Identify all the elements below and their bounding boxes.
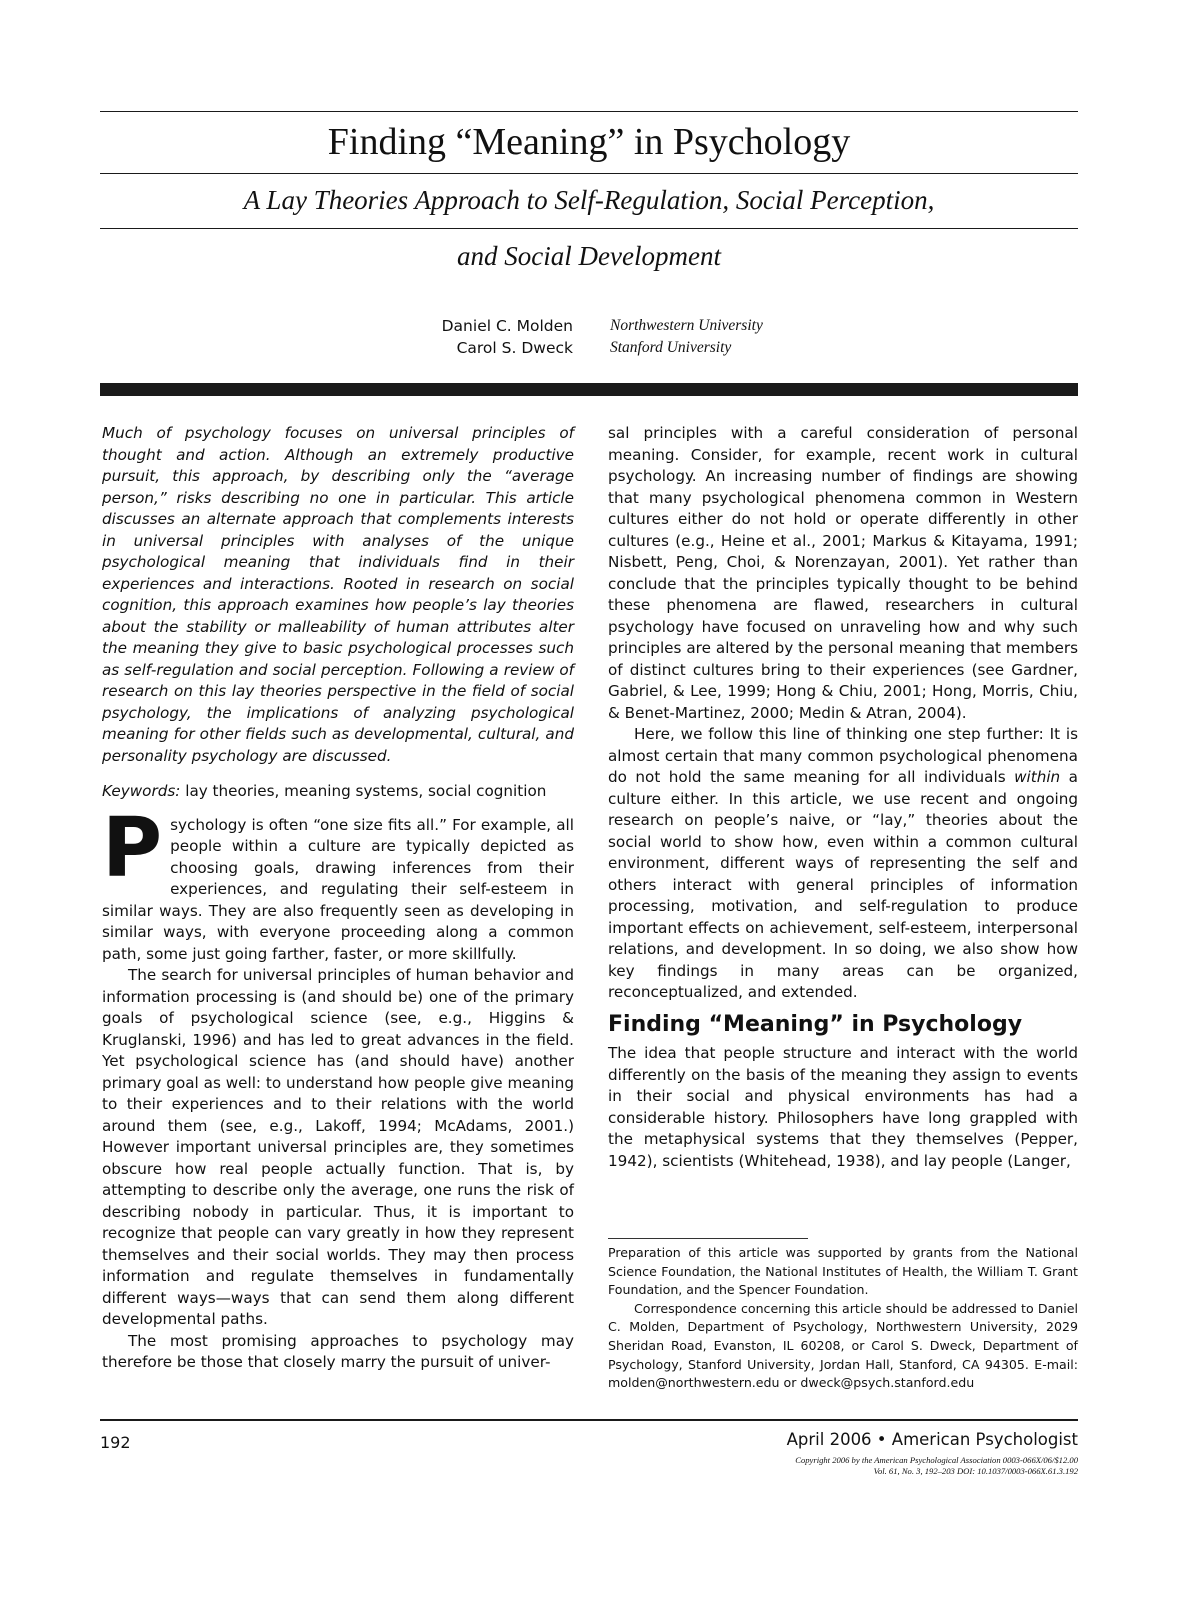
article-subtitle-line2: and Social Development bbox=[457, 241, 721, 271]
body-paragraph: The idea that people structure and interact with the world differently on the basis of the meaning they assign to events in their social and physical environments has had a considerable history. Philosophers have long grappled with the metaphysical systems that they themselves (Pepper, 1942), scientists (Whitehead, 1938), and lay people (Langer, bbox=[608, 1044, 1078, 1170]
keywords bbox=[102, 781, 574, 803]
footnote-correspondence: Correspondence concerning this article should be addressed to Daniel C. Molden, Department of Psychology, Northwestern University, 2029 Sheridan Road, Evanston, IL 60208, or Carol S. Dweck, Department of Psychology, Stanford University, Jordan Hall, Stanford, CA 94305. E-mail: molden@northwestern.edu or dweck@psych.stanford.edu bbox=[608, 1300, 1078, 1391]
footnotes bbox=[608, 1244, 1078, 1393]
body-paragraph-text: a culture either. In this article, we use recent and ongoing research on people’s naive, or “lay,” theories about the social world to show how, even within a common cultural environment, different ways of representing the self and others interact with general principles of information processing, motivation, and self-regulation to produce important effects on achievement, self-esteem, interpersonal relations, and development. In so doing, we also show how key findings in many areas can be organized, reconceptualized, and extended. bbox=[608, 768, 1078, 1001]
body-paragraph: The most promising approaches to psychology may therefore be those that closely marry the pursuit of univer- bbox=[102, 1331, 574, 1371]
left-column bbox=[102, 423, 574, 1374]
footer-rule bbox=[100, 1419, 1078, 1421]
copyright-line: Copyright 2006 by the American Psychological Association 0003-066X/06/$12.00 bbox=[795, 1455, 1078, 1465]
author-affiliation: Stanford University bbox=[610, 339, 732, 356]
author-name: Carol S. Dweck bbox=[456, 339, 573, 357]
emphasis: within bbox=[1014, 768, 1061, 786]
abstract: Much of psychology focuses on universal principles of thought and action. Although an extremely productive pursuit, this approach, by describing only the “average person,” risks describing no one in particular. This article discusses an alternate approach that complements interests in universal principles with analyses of the unique psychological meaning that individuals find in their experiences and interactions. Rooted in research on social cognition, this approach examines how people’s lay theories about the stability or malleability of human attributes alter the meaning they give to basic psychological processes such as self-regulation and social perception. Following a review of research on this lay theories perspective in the field of social psychology, the implications of analyzing psychological meaning for other fields such as developmental, cultural, and personality psychology are discussed. bbox=[102, 424, 574, 765]
body-paragraph bbox=[102, 800, 574, 966]
page-number: 192 bbox=[100, 1433, 131, 1452]
keywords-label: Keywords: bbox=[102, 782, 181, 800]
article-subtitle-line1: A Lay Theories Approach to Self-Regulation, Social Perception, bbox=[243, 185, 935, 215]
body-paragraph: The search for universal principles of human behavior and information processing is (and should be) one of the primary goals of psychological science (see, e.g., Higgins & Kruglanski, 1996) and has led to great advances in the field. Yet psychological science has (and should have) another primary goal as well: to understand how people give meaning to their experiences and to their relations with the world around them (see, e.g., Lakoff, 1994; McAdams, 2001.) However important universal principles are, they sometimes obscure how real people actually function. That is, by attempting to describe only the average, one runs the risk of describing nobody in particular. Thus, it is important to recognize that people can vary greatly in how they represent themselves and their social worlds. They may then process information and regulate themselves in fundamentally different ways—ways that can send them along different developmental paths. bbox=[102, 966, 574, 1328]
right-column bbox=[608, 423, 1078, 1172]
title-rule bbox=[100, 173, 1078, 174]
top-rule bbox=[100, 111, 1078, 112]
body-paragraph-text: sychology is often “one size fits all.” For example, all people within a culture are typically depicted as choosing goals, drawing inferences from their experiences, and regulating their self-esteem in similar ways. They are also frequently seen as developing in similar ways, with everyone proceeding along a common path, some just going farther, faster, or more skillfully. bbox=[102, 815, 574, 963]
footnote-rule bbox=[608, 1238, 808, 1239]
article-title: Finding “Meaning” in Psychology bbox=[327, 121, 851, 163]
subtitle-rule bbox=[100, 228, 1078, 229]
copyright bbox=[795, 1455, 1078, 1477]
author-affiliation: Northwestern University bbox=[610, 317, 763, 334]
keywords-text: lay theories, meaning systems, social cognition bbox=[180, 782, 547, 800]
body-paragraph-text: Here, we follow this line of thinking one step further: It is almost certain that many common psychological phenomena do not hold the same meaning for all individuals bbox=[608, 725, 1078, 786]
author-name: Daniel C. Molden bbox=[441, 317, 573, 335]
header-bar bbox=[100, 383, 1078, 396]
citation-line: Vol. 61, No. 3, 192–203 DOI: 10.1037/0003-066X.61.3.192 bbox=[873, 1466, 1078, 1476]
footnote-funding: Preparation of this article was supported by grants from the National Science Foundation, the National Institutes of Health, the William T. Grant Foundation, and the Spencer Foundation. bbox=[608, 1245, 1078, 1298]
body-paragraph bbox=[608, 724, 1078, 1004]
section-heading: Finding “Meaning” in Psychology bbox=[608, 1011, 1023, 1037]
journal-info: April 2006 • American Psychologist bbox=[786, 1430, 1078, 1449]
drop-cap: P bbox=[102, 800, 163, 896]
body-paragraph: sal principles with a careful consideration of personal meaning. Consider, for example, recent work in cultural psychology. An increasing number of findings are showing that many psychological phenomena common in Western cultures either do not hold or operate differently in other cultures (e.g., Heine et al., 2001; Markus & Kitayama, 1991; Nisbett, Peng, Choi, & Norenzayan, 2001). Yet rather than conclude that the principles typically thought to be behind these phenomena are flawed, researchers in cultural psychology have focused on unraveling how and why such principles are altered by the personal meaning that members of distinct cultures bring to their experiences (see Gardner, Gabriel, & Lee, 1999; Hong & Chiu, 2001; Hong, Morris, Chiu, & Benet-Martinez, 2000; Medin & Atran, 2004). bbox=[608, 424, 1078, 722]
